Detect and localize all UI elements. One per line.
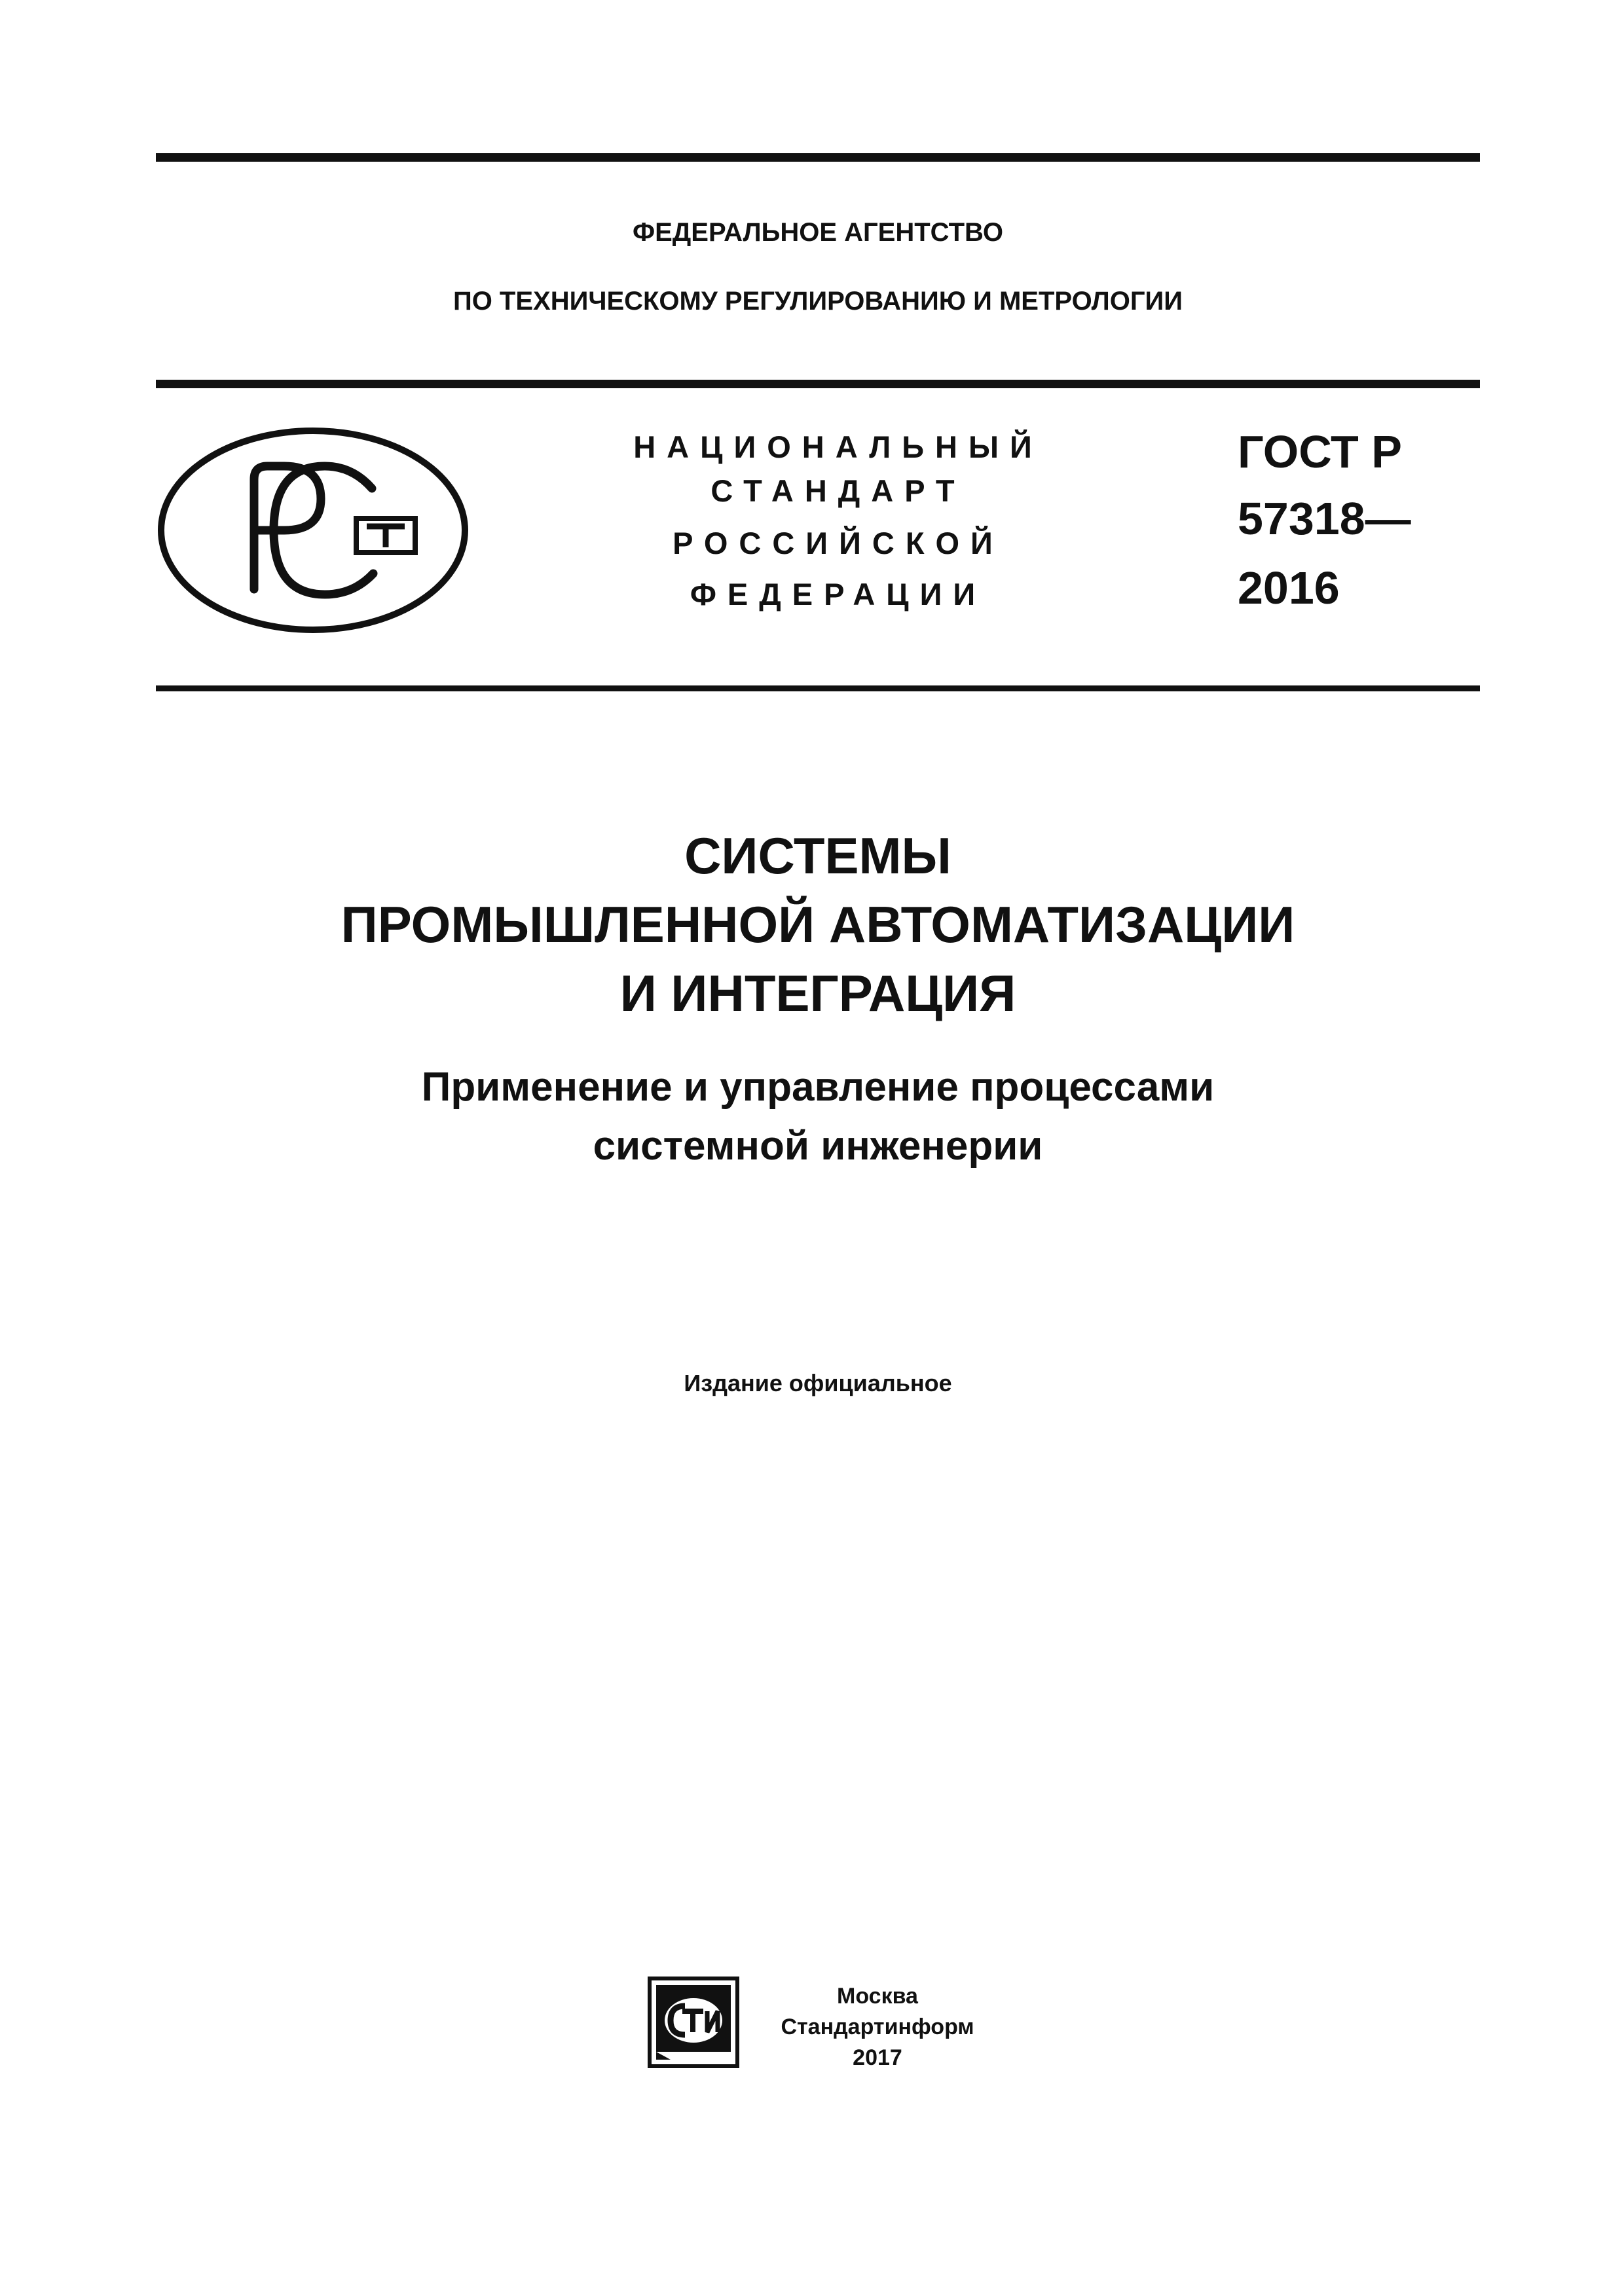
document-title-line-2: ПРОМЫШЛЕННОЙ АВТОМАТИЗАЦИИ bbox=[341, 896, 1295, 953]
publisher-name: Стандартинформ bbox=[781, 2014, 974, 2039]
standard-designation-line-1: ГОСТ Р bbox=[1238, 426, 1402, 477]
document-title-line-1: СИСТЕМЫ bbox=[684, 827, 951, 884]
document-subtitle-line-2: системной инженерии bbox=[593, 1123, 1043, 1169]
header-rule bbox=[156, 380, 1480, 388]
standard-block-rule bbox=[156, 685, 1480, 691]
standard-designation-line-2: 57318— bbox=[1238, 493, 1411, 544]
edition-label: Издание официальное bbox=[684, 1370, 952, 1396]
publisher-city: Москва bbox=[837, 1984, 918, 2009]
gost-r-logo-icon bbox=[156, 426, 470, 635]
national-standard-line-4: ФЕДЕРАЦИИ bbox=[690, 577, 987, 611]
publication-year: 2017 bbox=[853, 2045, 902, 2070]
agency-line-2: ПО ТЕХНИЧЕСКОМУ РЕГУЛИРОВАНИЮ И МЕТРОЛОГИИ bbox=[452, 287, 1183, 316]
document-subtitle-line-1: Применение и управление процессами bbox=[421, 1065, 1215, 1110]
agency-line-1: ФЕДЕРАЛЬНОЕ АГЕНТСТВО bbox=[632, 218, 1004, 247]
standartinform-logo-icon bbox=[646, 1975, 741, 2070]
national-standard-line-2: СТАНДАРТ bbox=[710, 473, 966, 508]
national-standard-line-1: НАЦИОНАЛЬНЫЙ bbox=[633, 429, 1043, 464]
standard-designation-line-3: 2016 bbox=[1238, 562, 1340, 613]
national-standard-line-3: РОССИЙСКОЙ bbox=[673, 526, 1004, 560]
document-title-line-3: И ИНТЕГРАЦИЯ bbox=[619, 964, 1016, 1022]
top-rule bbox=[156, 153, 1480, 162]
